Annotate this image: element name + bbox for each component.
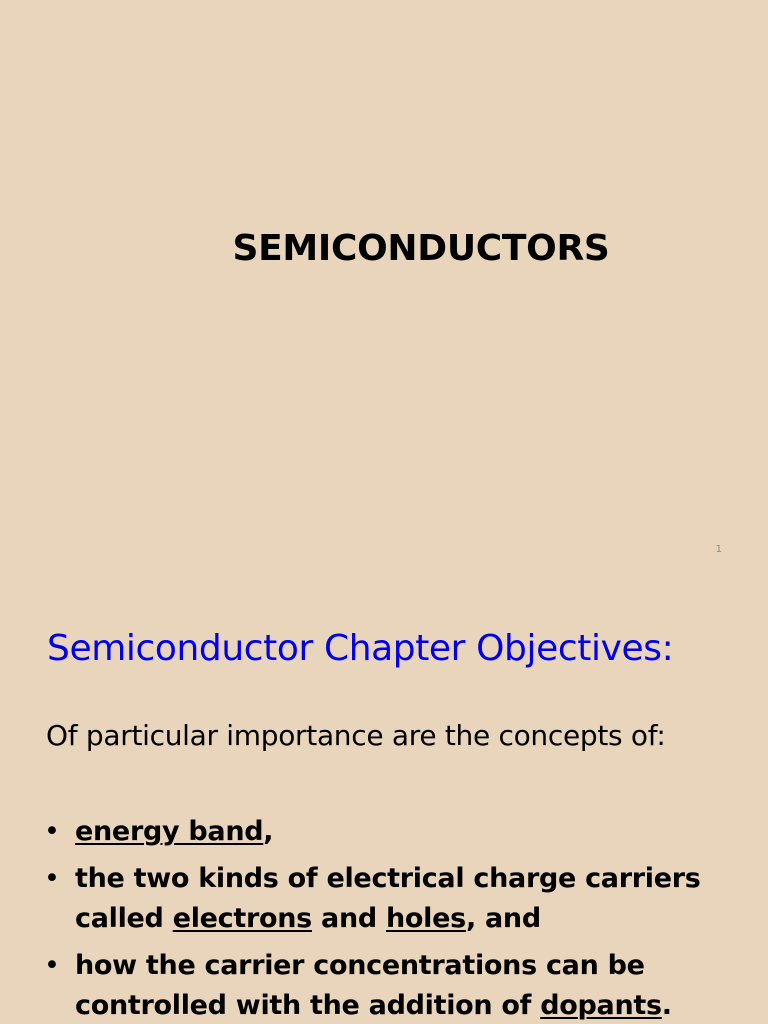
- underlined-term: electrons: [172, 903, 312, 934]
- slide-number: 1: [715, 544, 722, 555]
- bullet-icon: •: [44, 816, 60, 847]
- item-text: ,: [263, 816, 274, 847]
- objectives-title: Semiconductor Chapter Objectives:: [47, 628, 674, 669]
- objectives-intro: Of particular importance are the concepts of:: [46, 719, 666, 752]
- underlined-term: energy band: [75, 816, 264, 847]
- bullet-icon: •: [44, 863, 60, 894]
- underlined-term: dopants: [540, 990, 662, 1021]
- objectives-list: [44, 812, 724, 1024]
- underlined-term: holes: [386, 903, 466, 934]
- slide-title: SEMICONDUCTORS: [232, 228, 610, 269]
- item-text: and: [311, 903, 387, 934]
- list-item: [44, 859, 724, 939]
- bullet-icon: •: [44, 950, 60, 981]
- item-text: .: [661, 990, 672, 1021]
- list-item: [44, 946, 724, 1024]
- list-item: [44, 812, 724, 852]
- item-text: how the carrier concentrations can be controlled with the addition of: [75, 950, 645, 1021]
- objectives-slide: [0, 576, 768, 1024]
- item-text: the two kinds of electrical charge carriers called: [75, 863, 701, 934]
- item-text: , and: [465, 903, 541, 934]
